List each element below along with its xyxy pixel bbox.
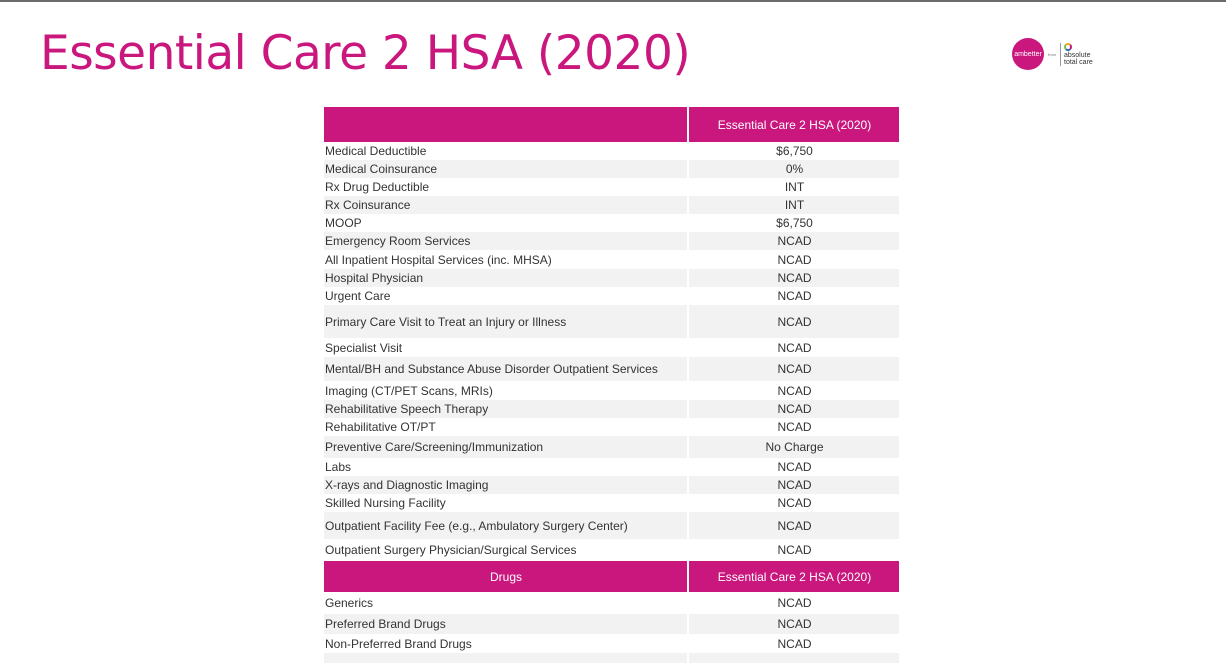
- row-label: Non-Preferred Brand Drugs: [325, 636, 472, 651]
- row-value: NCAD: [688, 476, 899, 494]
- row-value: NCAD: [688, 338, 899, 357]
- header-plan: Essential Care 2 HSA (2020): [688, 561, 899, 592]
- row-value: $6,750: [688, 214, 899, 232]
- table-header: [324, 107, 899, 142]
- partner-line2: total care: [1064, 58, 1093, 66]
- row-label: Mental/BH and Substance Abuse Disorder Outpatient Services: [324, 357, 688, 381]
- row-label: Primary Care Visit to Treat an Injury or Illness: [324, 305, 688, 338]
- row-value: NCAD: [688, 357, 899, 381]
- row-value: NCAD: [688, 592, 899, 614]
- table-row: [324, 142, 899, 160]
- row-value: NCAD: [688, 269, 899, 287]
- table-row: [324, 512, 899, 539]
- table-row: [324, 287, 899, 305]
- row-label: Outpatient Surgery Physician/Surgical Services: [325, 543, 577, 557]
- row-label: Preventive Care/Screening/Immunization: [324, 436, 688, 458]
- row-value: NCAD: [688, 539, 899, 561]
- table-row: [324, 614, 899, 634]
- header-label: Drugs: [324, 561, 688, 592]
- row-value: NCAD: [688, 232, 899, 250]
- table-row: [324, 494, 899, 512]
- table-header: [324, 561, 899, 592]
- row-label: Urgent Care: [325, 289, 391, 303]
- partner-logo: [1060, 43, 1093, 66]
- row-label: Skilled Nursing Facility: [325, 496, 446, 510]
- row-value: NCAD: [688, 614, 899, 634]
- row-value: NCAD: [688, 494, 899, 512]
- row-value: NCAD: [688, 287, 899, 305]
- table-row: [324, 436, 899, 458]
- table-row: [324, 196, 899, 214]
- table-row: [324, 592, 899, 614]
- partner-ring-icon: [1064, 43, 1072, 51]
- row-label: Rehabilitative Speech Therapy: [324, 400, 688, 418]
- row-label: X-rays and Diagnostic Imaging: [324, 476, 688, 494]
- row-value: NCAD: [688, 400, 899, 418]
- row-label: Rx Coinsurance: [324, 196, 688, 214]
- row-value: NCAD: [688, 634, 899, 653]
- table-row: [324, 418, 899, 436]
- row-value: INT: [688, 178, 899, 196]
- row-label: Imaging (CT/PET Scans, MRIs): [325, 383, 493, 398]
- row-value: $6,750: [688, 142, 899, 160]
- row-value: NCAD: [688, 250, 899, 269]
- row-label: Medical Coinsurance: [324, 160, 688, 178]
- table-row: [324, 160, 899, 178]
- table-row: [324, 357, 899, 381]
- table-row: [324, 214, 899, 232]
- table-row: [324, 476, 899, 494]
- benefits-table: [324, 107, 899, 663]
- row-value: NCAD: [688, 381, 899, 400]
- table-row: [324, 250, 899, 269]
- header-label: [324, 107, 688, 142]
- table-row: [324, 400, 899, 418]
- row-value: NCAD: [688, 305, 899, 338]
- row-value: NCAD: [688, 418, 899, 436]
- row-label: Medical Deductible: [325, 144, 427, 158]
- table-row: [324, 458, 899, 476]
- row-label: Emergency Room Services: [324, 232, 688, 250]
- table-row: [324, 338, 899, 357]
- table-row: [324, 634, 899, 653]
- row-label: Generics: [325, 596, 374, 610]
- row-label: Specialist Visit: [325, 340, 403, 355]
- row-label: MOOP: [325, 216, 362, 230]
- table-row: [324, 269, 899, 287]
- row-label: Rehabilitative OT/PT: [325, 420, 436, 434]
- table-row: [324, 232, 899, 250]
- row-label: Hospital Physician: [324, 269, 688, 287]
- row-value: NCAD: [688, 512, 899, 539]
- logo: [1012, 38, 1093, 70]
- header-plan: Essential Care 2 HSA (2020): [688, 107, 899, 142]
- partner-line1: absolute: [1064, 51, 1091, 59]
- row-label: Outpatient Facility Fee (e.g., Ambulatory Surgery Center): [324, 512, 688, 539]
- page-title: Essential Care 2 HSA (2020): [40, 26, 691, 81]
- row-label: All Inpatient Hospital Services (inc. MHSA): [325, 252, 552, 267]
- top-border: [0, 0, 1226, 2]
- row-value: INT: [688, 196, 899, 214]
- table-row: [324, 381, 899, 400]
- ambetter-logo: ambetter: [1012, 38, 1044, 70]
- table-row: [324, 305, 899, 338]
- table-row: [324, 178, 899, 196]
- row-label: Preferred Brand Drugs: [324, 614, 688, 634]
- table-row: [324, 653, 899, 663]
- row-value: No Charge: [688, 436, 899, 458]
- table-row: [324, 539, 899, 561]
- row-label: Labs: [325, 460, 352, 474]
- row-value: 0%: [688, 160, 899, 178]
- row-label: Rx Drug Deductible: [325, 180, 430, 194]
- logo-from: from: [1048, 51, 1056, 57]
- row-value: NCAD: [688, 458, 899, 476]
